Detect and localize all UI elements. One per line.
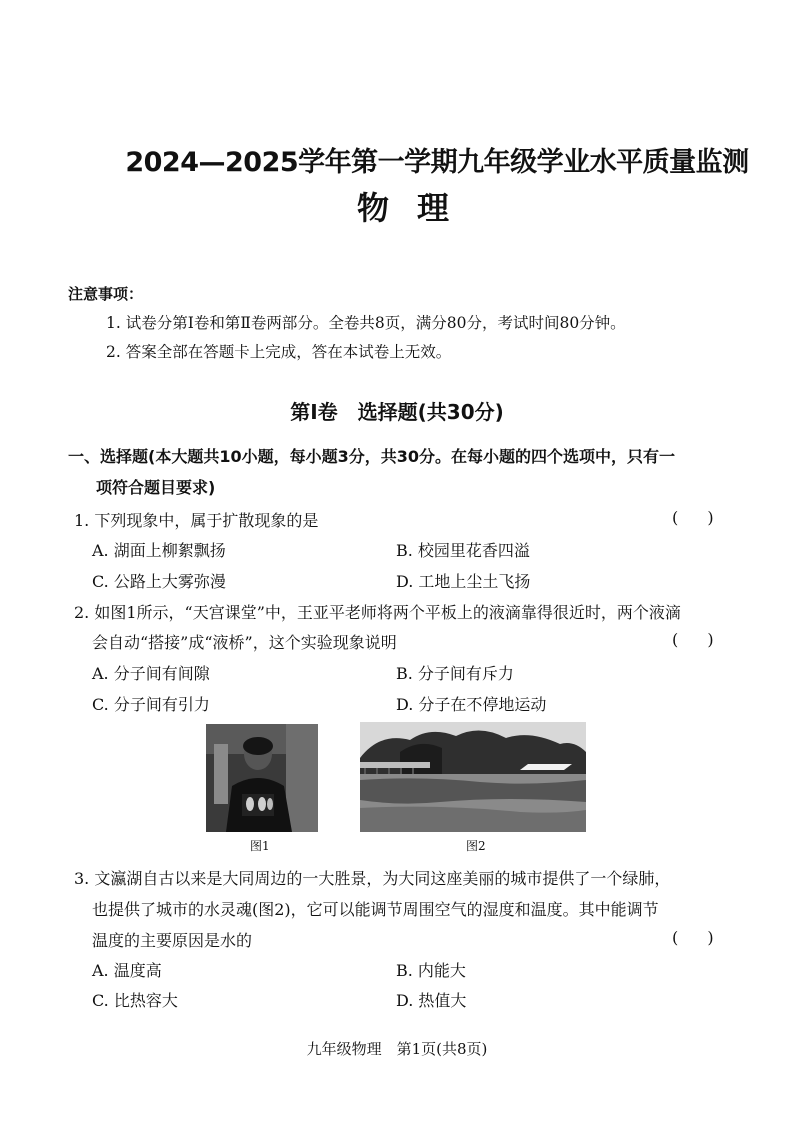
answer-bracket: ( ) <box>672 928 726 947</box>
question-1-stem: 1. 下列现象中，属于扩散现象的是 <box>74 511 319 530</box>
question-3-option-c: C. 比热容大 <box>92 991 178 1010</box>
notice-item: 2. 答案全部在答题卡上完成，答在本试卷上无效。 <box>106 343 452 361</box>
question-3-option-d: D. 热值大 <box>396 991 467 1010</box>
figure-2-photo <box>360 722 586 832</box>
part-heading-continued: 项符合题目要求) <box>96 478 216 497</box>
page-footer: 九年级物理 第1页(共8页) <box>306 1040 488 1058</box>
question-3-option-a: A. 温度高 <box>92 961 162 980</box>
answer-bracket: ( ) <box>672 508 726 527</box>
question-1-option-a: A. 湖面上柳絮飘扬 <box>92 541 226 560</box>
part-heading: 一、选择题(本大题共10小题，每小题3分，共30分。在每小题的四个选项中，只有一 <box>68 447 675 466</box>
question-1-option-b: B. 校园里花香四溢 <box>396 541 530 560</box>
figure-2-caption: 图2 <box>466 839 486 853</box>
question-2-option-b: B. 分子间有斥力 <box>396 664 514 683</box>
answer-bracket: ( ) <box>672 630 726 649</box>
subject-title: 物理 <box>356 189 477 227</box>
question-3-stem: 3. 文瀛湖自古以来是大同周边的一大胜景，为大同这座美丽的城市提供了一个绿肺， <box>74 869 671 888</box>
question-2-option-a: A. 分子间有间隙 <box>92 664 210 683</box>
question-2-option-c: C. 分子间有引力 <box>92 695 210 714</box>
question-3-option-b: B. 内能大 <box>396 961 466 980</box>
question-2-stem-continued: 会自动“搭接”成“液桥”，这个实验现象说明 <box>92 633 397 652</box>
exam-title: 2024—2025学年第一学期九年级学业水平质量监测 <box>125 147 749 178</box>
question-2-option-d: D. 分子在不停地运动 <box>396 695 547 714</box>
question-1-option-d: D. 工地上尘土飞扬 <box>396 572 531 591</box>
question-3-stem-continued: 温度的主要原因是水的 <box>92 931 253 950</box>
section-title: 第Ⅰ卷 选择题(共30分) <box>290 400 504 424</box>
notice-item: 1. 试卷分第Ⅰ卷和第Ⅱ卷两部分。全卷共8页，满分80分，考试时间80分钟。 <box>106 314 626 332</box>
figure-1-caption: 图1 <box>250 839 270 853</box>
figure-1-photo <box>206 724 318 832</box>
question-2-stem: 2. 如图1所示，“天宫课堂”中，王亚平老师将两个平板上的液滴靠得很近时，两个液滴 <box>74 603 681 622</box>
question-3-stem-continued: 也提供了城市的水灵魂(图2)，它可以能调节周围空气的湿度和温度。其中能调节 <box>92 900 659 919</box>
notice-heading: 注意事项： <box>68 285 144 303</box>
question-1-option-c: C. 公路上大雾弥漫 <box>92 572 226 591</box>
